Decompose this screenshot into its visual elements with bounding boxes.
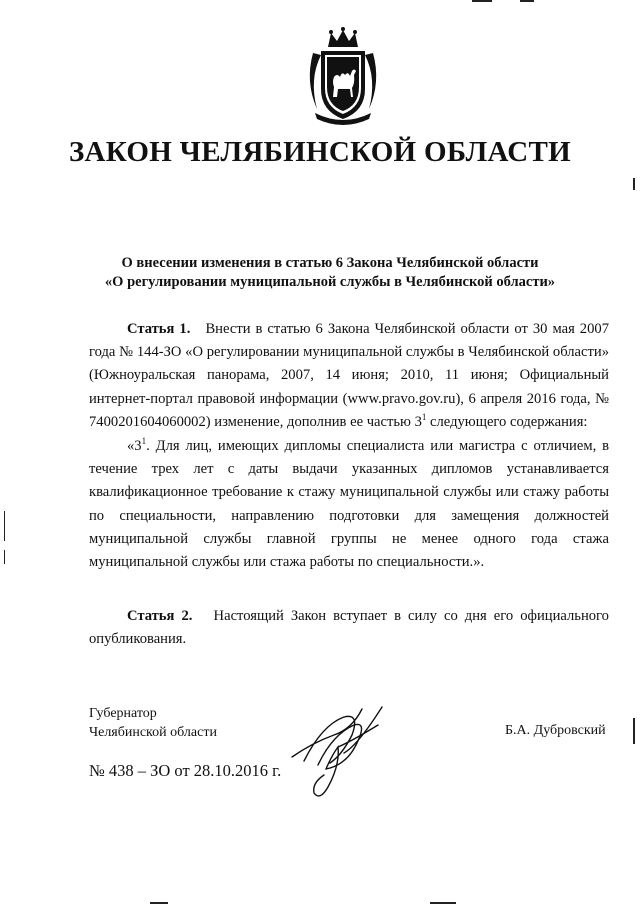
scan-mark — [430, 902, 456, 904]
article-1-label: Статья 1. — [127, 321, 191, 337]
article-1-quote — [89, 435, 609, 574]
article-2-paragraph — [89, 605, 609, 651]
article-1-paragraph — [89, 318, 609, 434]
scan-mark — [472, 0, 492, 2]
subtitle-line-1: О внесении изменения в статью 6 Закона Челябинской области — [121, 255, 539, 271]
signatory-name: Б.А. Дубровский — [505, 723, 606, 738]
law-number-date: № 438 – ЗО от 28.10.2016 г. — [89, 761, 282, 780]
handwritten-signature-icon — [282, 695, 392, 805]
scan-mark — [633, 178, 635, 190]
position-line-1: Губернатор — [89, 706, 157, 721]
law-subtitle — [100, 254, 560, 292]
quote-text: . Для лиц, имеющих дипломы специалиста или магистра с отличием, в течение трех лет с даты выдачи указанных дипломов устанавливается квалификационное требование к стажу муниципальной службы или стажу работы по специальности, направлению подготовки для замещения должностей муниципальной службы главной группы не менее одного года стажа муниципальной службы или стажа работы по специальности.». — [89, 438, 609, 571]
subtitle-line-2: «О регулировании муниципальной службы в Челябинской области» — [104, 274, 556, 290]
article-1-text-end: следующего содержания: — [426, 413, 588, 430]
scan-mark — [520, 0, 534, 2]
scan-mark — [150, 902, 168, 904]
position-line-2: Челябинской области — [89, 725, 217, 740]
article-1-text: Внести в статью 6 Закона Челябинской области от 30 мая 2007 года № 144-ЗО «О регулировании муниципальной службы в Челябинской области» (Южноуральская панорама, 2007, 14 июня; 2010, 11 июня; Официальный интернет-портал правовой информации (www.pravo.gov.ru), 6 апреля 2016 года, № 7400201604060002) изменение, дополнив ее частью 3 — [89, 321, 609, 430]
article-2-label: Статья 2. — [127, 608, 193, 624]
scan-mark — [4, 550, 5, 564]
signatory-position — [89, 704, 217, 742]
law-title: ЗАКОН ЧЕЛЯБИНСКОЙ ОБЛАСТИ — [68, 136, 572, 168]
article-1-superscript: 1 — [421, 411, 427, 422]
scan-mark — [4, 511, 5, 541]
article-2-text: Настоящий Закон вступает в силу со дня его официального опубликования. — [89, 608, 609, 648]
quote-prefix: «3 — [127, 438, 142, 454]
chelyabinsk-coat-of-arms-icon — [303, 27, 383, 127]
quote-superscript: 1 — [141, 436, 147, 446]
scan-mark — [633, 718, 635, 744]
